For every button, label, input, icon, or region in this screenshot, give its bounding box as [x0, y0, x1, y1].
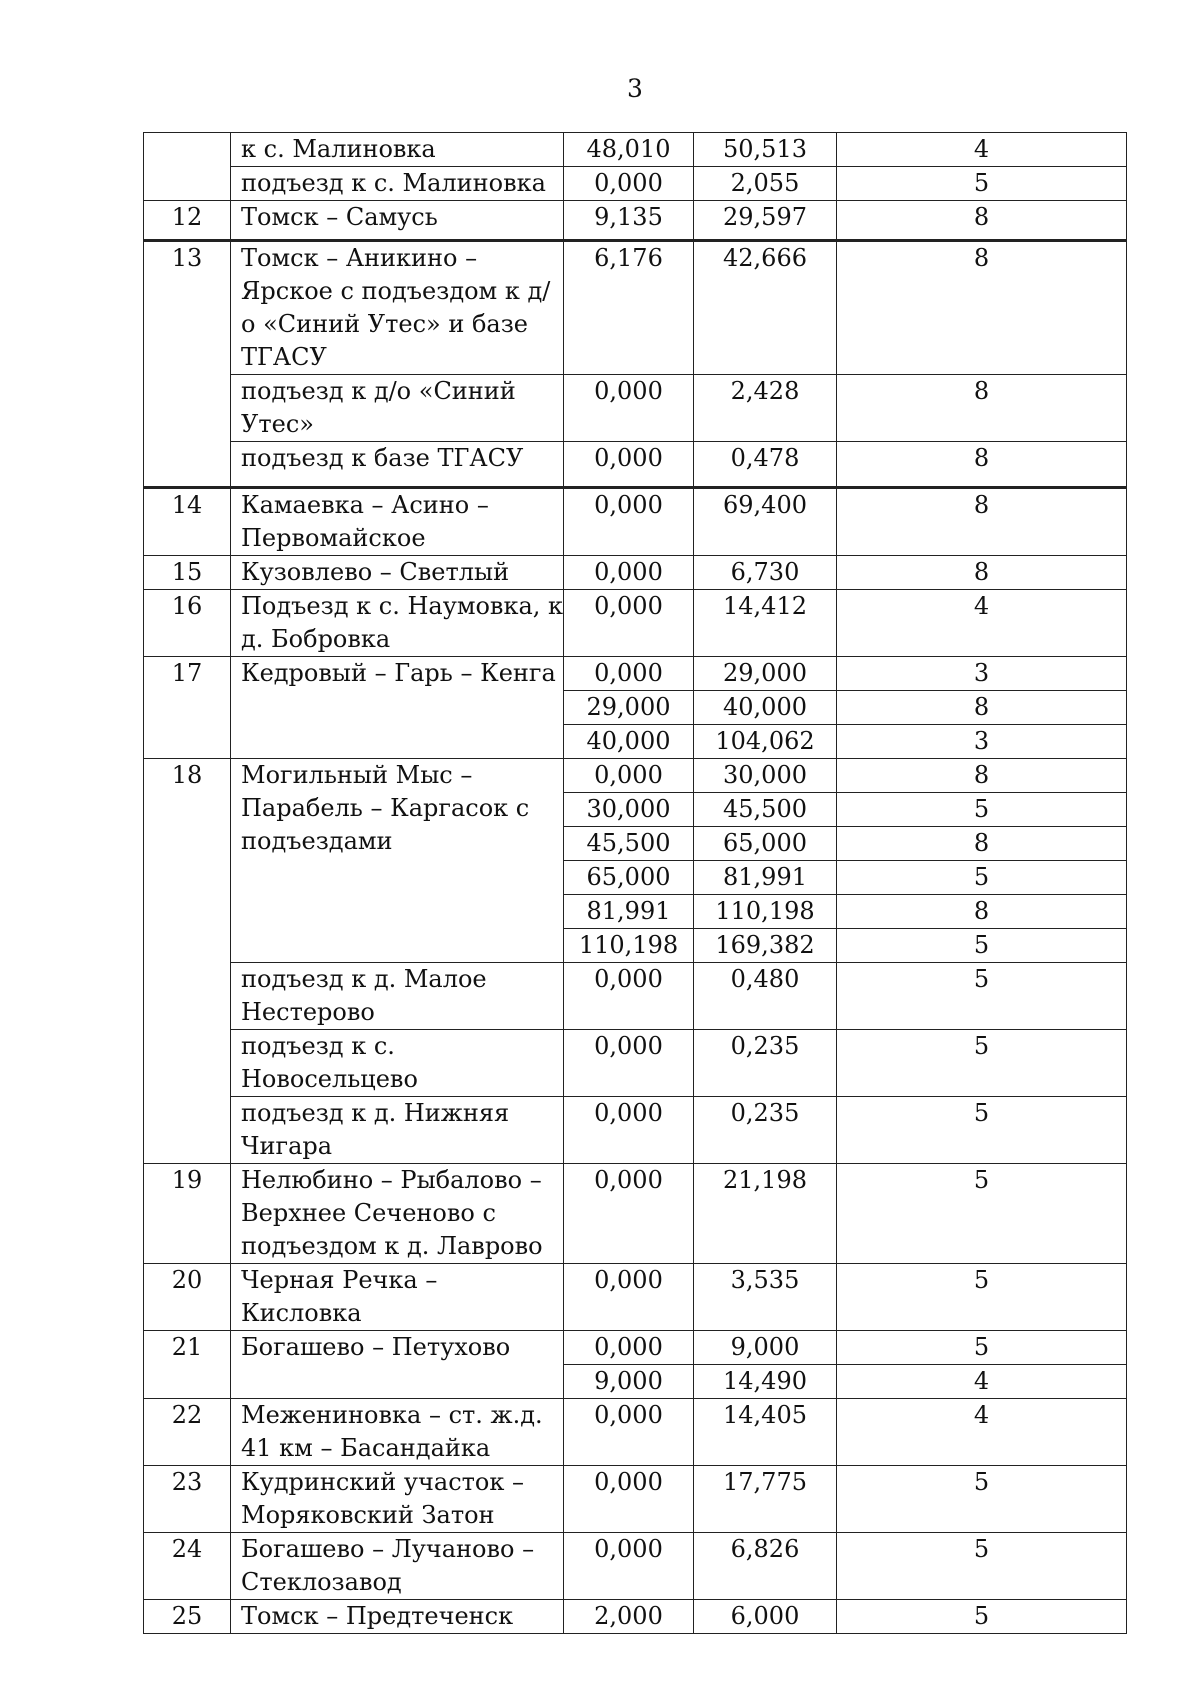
category: 8	[837, 201, 1127, 241]
road-name: Томск – Самусь	[231, 201, 564, 241]
km-from: 29,000	[564, 691, 694, 725]
road-name: Камаевка – Асино – Первомайское	[231, 488, 564, 556]
km-from: 0,000	[564, 1466, 694, 1533]
road-name: Черная Речка – Кисловка	[231, 1264, 564, 1331]
category: 8	[837, 241, 1127, 375]
km-to: 2,428	[694, 375, 837, 442]
table-row	[144, 488, 1127, 556]
road-name: подъезд к с. Малиновка	[231, 167, 564, 201]
category: 5	[837, 167, 1127, 201]
km-from: 65,000	[564, 861, 694, 895]
category: 8	[837, 895, 1127, 929]
table-row	[144, 1097, 1127, 1164]
row-number: 16	[144, 590, 231, 657]
table-row	[144, 201, 1127, 241]
km-to: 81,991	[694, 861, 837, 895]
km-from: 9,000	[564, 1365, 694, 1399]
table-row	[144, 241, 1127, 375]
category: 3	[837, 725, 1127, 759]
km-to: 14,490	[694, 1365, 837, 1399]
km-from: 0,000	[564, 1399, 694, 1466]
category: 5	[837, 861, 1127, 895]
km-to: 0,478	[694, 442, 837, 488]
km-to: 3,535	[694, 1264, 837, 1331]
page-number: 3	[627, 74, 643, 103]
km-from: 45,500	[564, 827, 694, 861]
table-row	[144, 375, 1127, 442]
km-to: 0,235	[694, 1097, 837, 1164]
table-row	[144, 1164, 1127, 1264]
row-number: 24	[144, 1533, 231, 1600]
km-to: 169,382	[694, 929, 837, 963]
row-number: 19	[144, 1164, 231, 1264]
table-row	[144, 963, 1127, 1030]
category: 4	[837, 133, 1127, 167]
road-name: Богашево – Петухово	[231, 1331, 564, 1399]
table-row	[144, 1399, 1127, 1466]
category: 5	[837, 1331, 1127, 1365]
km-from: 0,000	[564, 167, 694, 201]
category: 8	[837, 691, 1127, 725]
km-to: 29,000	[694, 657, 837, 691]
table-row	[144, 167, 1127, 201]
category: 4	[837, 1365, 1127, 1399]
km-from: 0,000	[564, 1030, 694, 1097]
category: 5	[837, 793, 1127, 827]
category: 4	[837, 1399, 1127, 1466]
road-name: Кузовлево – Светлый	[231, 556, 564, 590]
road-name: Нелюбино – Рыбалово – Верхнее Сеченово с подъездом к д. Лаврово	[231, 1164, 564, 1264]
road-name: Богашево – Лучаново – Стеклозавод	[231, 1533, 564, 1600]
row-number: 13	[144, 241, 231, 488]
road-name: Кедровый – Гарь – Кенга	[231, 657, 564, 759]
road-name: подъезд к базе ТГАСУ	[231, 442, 564, 488]
category: 5	[837, 1600, 1127, 1634]
row-number: 25	[144, 1600, 231, 1634]
km-from: 0,000	[564, 657, 694, 691]
table-row	[144, 590, 1127, 657]
km-to: 6,000	[694, 1600, 837, 1634]
category: 5	[837, 1466, 1127, 1533]
table-row	[144, 1030, 1127, 1097]
km-from: 0,000	[564, 1264, 694, 1331]
row-number: 15	[144, 556, 231, 590]
table-row	[144, 759, 1127, 793]
km-from: 30,000	[564, 793, 694, 827]
road-name: подъезд к д. Нижняя Чигара	[231, 1097, 564, 1164]
km-to: 0,480	[694, 963, 837, 1030]
km-to: 50,513	[694, 133, 837, 167]
km-to: 30,000	[694, 759, 837, 793]
category: 8	[837, 488, 1127, 556]
km-from: 6,176	[564, 241, 694, 375]
km-to: 110,198	[694, 895, 837, 929]
km-from: 9,135	[564, 201, 694, 241]
km-to: 21,198	[694, 1164, 837, 1264]
table-row	[144, 1533, 1127, 1600]
row-number: 12	[144, 201, 231, 241]
category: 8	[837, 759, 1127, 793]
table-row	[144, 1600, 1127, 1634]
table-row	[144, 1264, 1127, 1331]
km-from: 0,000	[564, 759, 694, 793]
road-name: подъезд к д/о «Синий Утес»	[231, 375, 564, 442]
km-from: 0,000	[564, 1097, 694, 1164]
category: 4	[837, 590, 1127, 657]
km-from: 0,000	[564, 556, 694, 590]
category: 5	[837, 1264, 1127, 1331]
km-from: 48,010	[564, 133, 694, 167]
road-name: Кудринский участок – Моряковский Затон	[231, 1466, 564, 1533]
km-from: 0,000	[564, 375, 694, 442]
km-from: 110,198	[564, 929, 694, 963]
km-from: 0,000	[564, 488, 694, 556]
category: 3	[837, 657, 1127, 691]
category: 5	[837, 1097, 1127, 1164]
category: 8	[837, 556, 1127, 590]
category: 5	[837, 1533, 1127, 1600]
row-number: 20	[144, 1264, 231, 1331]
road-name: Томск – Предтеченск	[231, 1600, 564, 1634]
km-to: 42,666	[694, 241, 837, 375]
table-row	[144, 1331, 1127, 1365]
row-number	[144, 133, 231, 201]
category: 5	[837, 1030, 1127, 1097]
km-to: 104,062	[694, 725, 837, 759]
roads-table	[143, 132, 1127, 1634]
row-number: 21	[144, 1331, 231, 1399]
km-from: 0,000	[564, 590, 694, 657]
km-to: 0,235	[694, 1030, 837, 1097]
km-to: 69,400	[694, 488, 837, 556]
road-name: подъезд к с. Новосельцево	[231, 1030, 564, 1097]
km-from: 0,000	[564, 1533, 694, 1600]
km-from: 0,000	[564, 1164, 694, 1264]
road-name: к с. Малиновка	[231, 133, 564, 167]
km-to: 65,000	[694, 827, 837, 861]
category: 8	[837, 827, 1127, 861]
km-to: 40,000	[694, 691, 837, 725]
category: 5	[837, 963, 1127, 1030]
road-name: подъезд к д. Малое Нестерово	[231, 963, 564, 1030]
table-row	[144, 657, 1127, 691]
table-row	[144, 1466, 1127, 1533]
km-from: 0,000	[564, 1331, 694, 1365]
km-to: 45,500	[694, 793, 837, 827]
table-row	[144, 556, 1127, 590]
km-to: 29,597	[694, 201, 837, 241]
km-to: 2,055	[694, 167, 837, 201]
row-number: 23	[144, 1466, 231, 1533]
row-number: 17	[144, 657, 231, 759]
category: 8	[837, 375, 1127, 442]
km-to: 6,730	[694, 556, 837, 590]
km-to: 17,775	[694, 1466, 837, 1533]
category: 5	[837, 929, 1127, 963]
road-name: Могильный Мыс – Парабель – Каргасок с подъездами	[231, 759, 564, 963]
category: 8	[837, 442, 1127, 488]
km-from: 81,991	[564, 895, 694, 929]
row-number: 22	[144, 1399, 231, 1466]
km-to: 9,000	[694, 1331, 837, 1365]
row-number: 14	[144, 488, 231, 556]
road-name: Межениновка – ст. ж.д. 41 км – Басандайка	[231, 1399, 564, 1466]
km-to: 14,405	[694, 1399, 837, 1466]
row-number: 18	[144, 759, 231, 1164]
table-row	[144, 442, 1127, 488]
km-from: 40,000	[564, 725, 694, 759]
category: 5	[837, 1164, 1127, 1264]
km-to: 14,412	[694, 590, 837, 657]
table-row	[144, 133, 1127, 167]
km-from: 2,000	[564, 1600, 694, 1634]
km-to: 6,826	[694, 1533, 837, 1600]
road-name: Подъезд к с. Наумовка, к д. Бобровка	[231, 590, 564, 657]
km-from: 0,000	[564, 442, 694, 488]
km-from: 0,000	[564, 963, 694, 1030]
road-name: Томск – Аникино – Ярское с подъездом к д/о «Синий Утес» и базе ТГАСУ	[231, 241, 564, 375]
